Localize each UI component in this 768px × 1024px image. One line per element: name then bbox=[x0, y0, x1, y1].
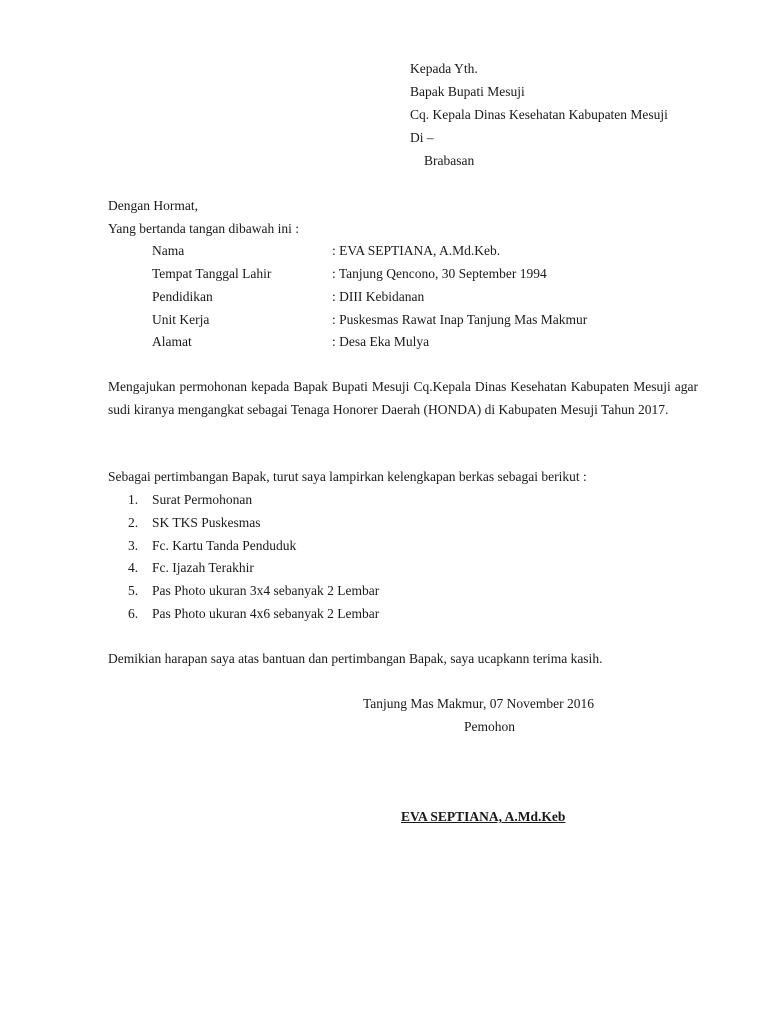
field-label-nama: Nama bbox=[152, 243, 185, 258]
list-item: Fc. Kartu Tanda Penduduk bbox=[152, 538, 297, 553]
recipient-line-2: Bapak Bupati Mesuji bbox=[410, 84, 525, 99]
field-value-unit-kerja: : Puskesmas Rawat Inap Tanjung Mas Makmur bbox=[332, 312, 588, 327]
list-item: Surat Permohonan bbox=[152, 492, 253, 507]
closing-text: Demikian harapan saya atas bantuan dan pertimbangan Bapak, saya ucapkann terima kasih. bbox=[108, 651, 603, 666]
field-value-nama: : EVA SEPTIANA, A.Md.Keb. bbox=[332, 243, 501, 258]
field-value-pendidikan: : DIII Kebidanan bbox=[332, 289, 425, 304]
place-date: Tanjung Mas Makmur, 07 November 2016 bbox=[363, 696, 594, 711]
list-item-number: 4. bbox=[128, 560, 139, 575]
list-item-number: 3. bbox=[128, 538, 139, 553]
list-item-number: 6. bbox=[128, 606, 139, 621]
field-label-ttl: Tempat Tanggal Lahir bbox=[152, 266, 272, 281]
greeting: Dengan Hormat, bbox=[108, 198, 198, 213]
recipient-line-1: Kepada Yth. bbox=[410, 61, 478, 76]
field-value-ttl: : Tanjung Qencono, 30 September 1994 bbox=[332, 266, 547, 281]
field-label-alamat: Alamat bbox=[152, 334, 192, 349]
recipient-line-4: Di – bbox=[410, 130, 434, 145]
list-item-number: 2. bbox=[128, 515, 139, 530]
signer-role: Pemohon bbox=[464, 719, 516, 734]
intro-text: Yang bertanda tangan dibawah ini : bbox=[108, 221, 299, 236]
list-item: SK TKS Puskesmas bbox=[152, 515, 261, 530]
list-item-number: 5. bbox=[128, 583, 139, 598]
field-label-pendidikan: Pendidikan bbox=[152, 289, 213, 304]
attachments-intro: Sebagai pertimbangan Bapak, turut saya lampirkan kelengkapan berkas sebagai berikut : bbox=[108, 469, 587, 484]
recipient-line-5: Brabasan bbox=[424, 153, 475, 168]
field-label-unit-kerja: Unit Kerja bbox=[152, 312, 210, 327]
field-value-alamat: : Desa Eka Mulya bbox=[332, 334, 430, 349]
signer-name: EVA SEPTIANA, A.Md.Keb bbox=[401, 809, 566, 824]
list-item: Pas Photo ukuran 4x6 sebanyak 2 Lembar bbox=[152, 606, 380, 621]
list-item-number: 1. bbox=[128, 492, 139, 507]
request-paragraph: Mengajukan permohonan kepada Bapak Bupati Mesuji Cq.Kepala Dinas Kesehatan Kabupaten Mesuji agar sudi kiranya mengangkat sebagai Tenaga Honorer Daerah (HONDA) di Kabupaten Mesuji Tahun 2017. bbox=[108, 379, 698, 417]
list-item: Fc. Ijazah Terakhir bbox=[152, 560, 254, 575]
recipient-line-3: Cq. Kepala Dinas Kesehatan Kabupaten Mesuji bbox=[410, 107, 668, 122]
list-item: Pas Photo ukuran 3x4 sebanyak 2 Lembar bbox=[152, 583, 380, 598]
